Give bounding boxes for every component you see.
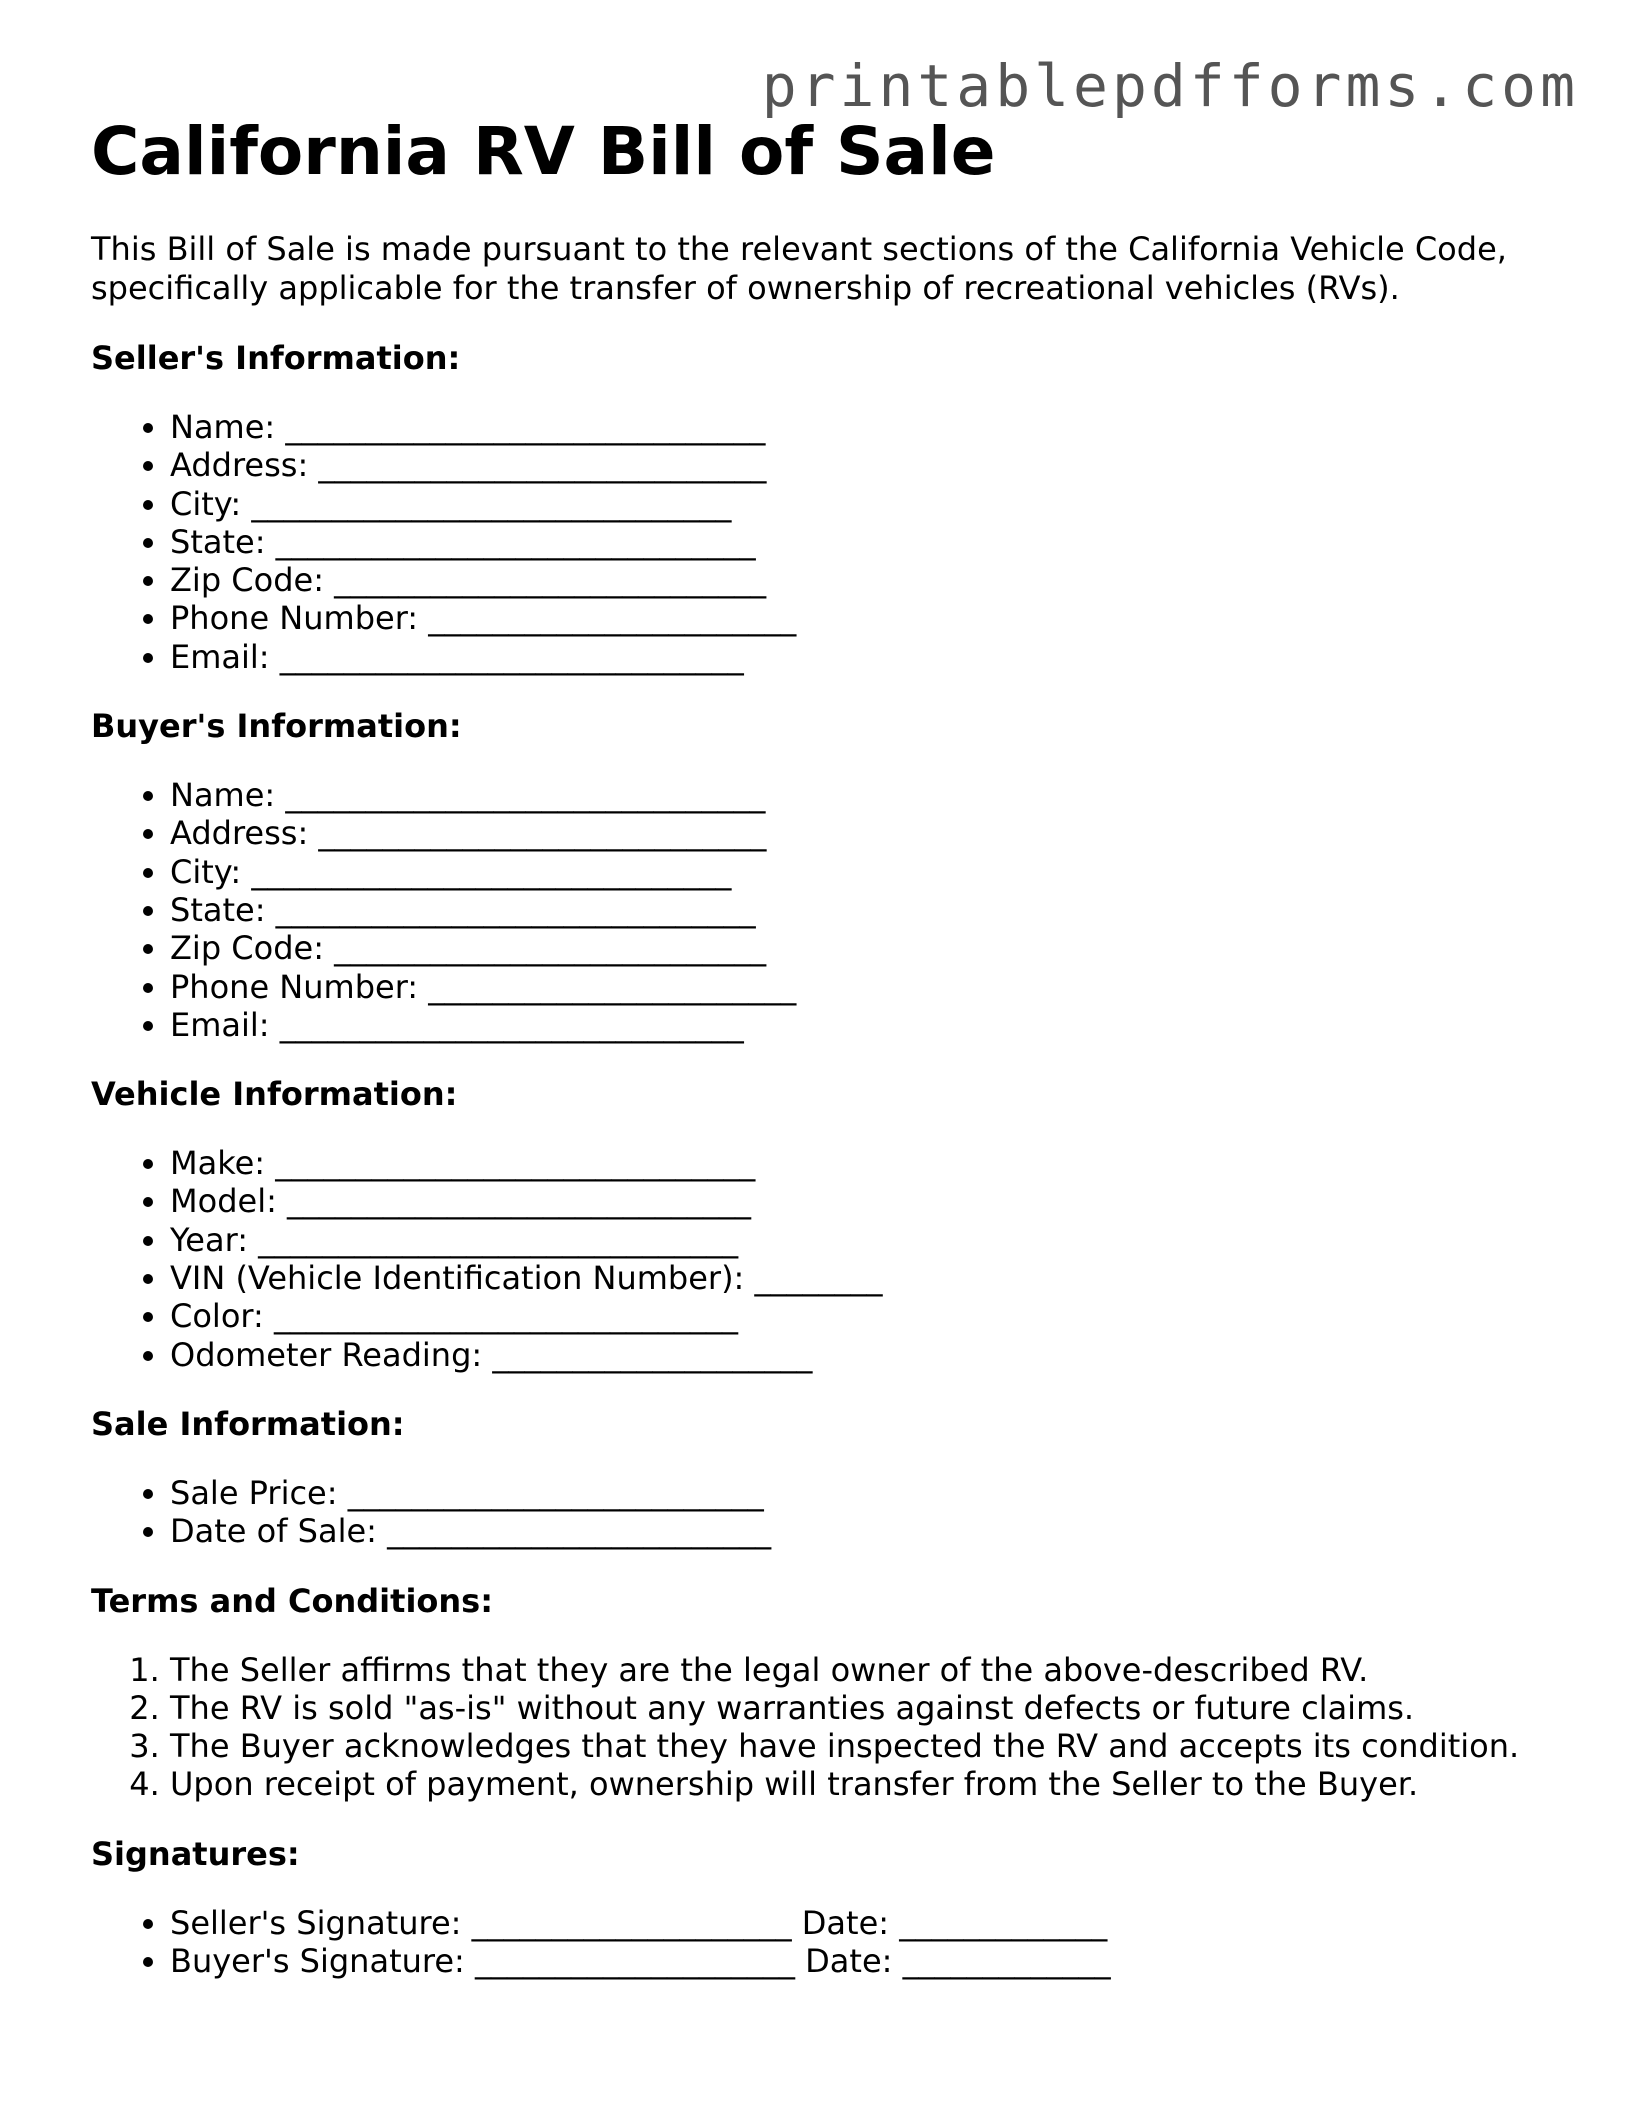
buyer-email-field[interactable]: • Email: _____________________________ [170,1006,1571,1044]
sale-date-field[interactable]: • Date of Sale: ________________________ [170,1512,1571,1550]
signatures-heading: Signatures: [91,1834,300,1873]
buyer-city-field[interactable]: • City: ______________________________ [170,853,1571,891]
seller-city-field[interactable]: • City: ______________________________ [170,485,1571,523]
watermark: printablepdfforms.com [761,52,1579,120]
buyer-address-field[interactable]: • Address: ____________________________ [170,814,1571,852]
buyer-fields [91,776,1571,1044]
vehicle-heading: Vehicle Information: [91,1075,458,1114]
vehicle-make-field[interactable]: • Make: ______________________________ [170,1144,1571,1182]
seller-signature-field[interactable]: • Seller's Signature: ____________________ Date: _____________ [170,1904,1571,1942]
vehicle-year-field[interactable]: • Year: ______________________________ [170,1221,1571,1259]
seller-email-field[interactable]: • Email: _____________________________ [170,638,1571,676]
term-item: 1. The Seller affirms that they are the legal owner of the above-described RV. [170,1651,1571,1689]
vehicle-vin-field[interactable]: • VIN (Vehicle Identification Number): ________ [170,1259,1571,1297]
seller-zip-field[interactable]: • Zip Code: ___________________________ [170,561,1571,599]
buyer-signature-field[interactable]: • Buyer's Signature: ____________________ Date: _____________ [170,1942,1571,1980]
terms-heading: Terms and Conditions: [91,1581,494,1620]
vehicle-model-field[interactable]: • Model: _____________________________ [170,1182,1571,1220]
vehicle-fields [91,1144,1571,1374]
seller-state-field[interactable]: • State: ______________________________ [170,523,1571,561]
seller-fields [91,408,1571,676]
document-title: California RV Bill of Sale [91,113,996,190]
seller-name-field[interactable]: • Name: ______________________________ [170,408,1571,446]
seller-address-field[interactable]: • Address: ____________________________ [170,446,1571,484]
vehicle-odometer-field[interactable]: • Odometer Reading: ____________________ [170,1336,1571,1374]
term-item: 4. Upon receipt of payment, ownership will transfer from the Seller to the Buyer. [170,1765,1571,1803]
term-item: 3. The Buyer acknowledges that they have inspected the RV and accepts its condition. [170,1727,1571,1765]
buyer-heading: Buyer's Information: [91,707,462,746]
seller-heading: Seller's Information: [91,339,461,377]
buyer-zip-field[interactable]: • Zip Code: ___________________________ [170,929,1571,967]
buyer-name-field[interactable]: • Name: ______________________________ [170,776,1571,814]
document-body [91,112,1571,2010]
term-item: 2. The RV is sold "as-is" without any warranties against defects or future claims. [170,1689,1571,1727]
seller-phone-field[interactable]: • Phone Number: _______________________ [170,599,1571,637]
sale-price-field[interactable]: • Sale Price: __________________________ [170,1474,1571,1512]
sale-fields [91,1474,1571,1551]
buyer-state-field[interactable]: • State: ______________________________ [170,891,1571,929]
buyer-phone-field[interactable]: • Phone Number: _______________________ [170,968,1571,1006]
sale-heading: Sale Information: [91,1404,405,1443]
vehicle-color-field[interactable]: • Color: _____________________________ [170,1297,1571,1335]
intro-paragraph: This Bill of Sale is made pursuant to the relevant sections of the California Vehicle Code, specifically applicable for the transfer of ownership of recreational vehicles (RVs). [91,230,1507,307]
signature-fields [91,1904,1571,1981]
terms-list [91,1651,1571,1804]
